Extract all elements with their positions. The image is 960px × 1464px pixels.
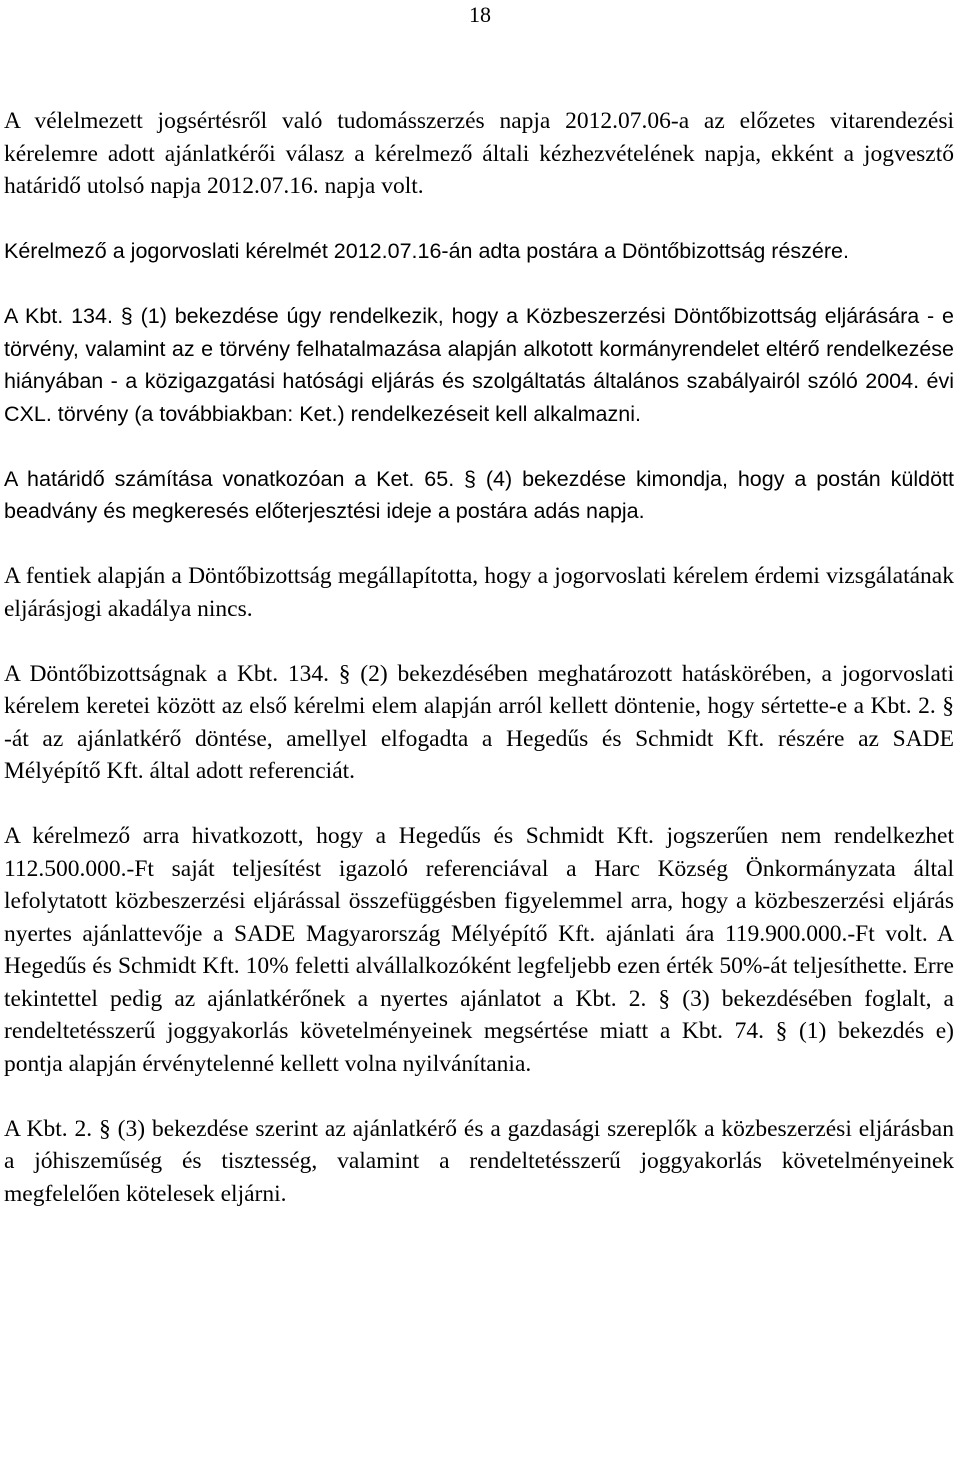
- paragraph-kbt-2-3: A Kbt. 2. § (3) bekezdése szerint az ajánlatkérő és a gazdasági szereplők a közbeszerzési eljárásban a jóhiszeműség és tisztesség, valamint a rendeltetésszerű joggyakorlás követelményeinek megfelelően kötelesek eljárni.: [4, 1115, 954, 1207]
- document-body: [4, 105, 954, 1210]
- paragraph-applicant-claim: A kérelmező arra hivatkozott, hogy a Hegedűs és Schmidt Kft. jogszerűen nem rendelkezhet 112.500.000.-Ft saját teljesítést igazoló referenciával a Harc Község Önkormányzata által lefolytatott közbeszerzési eljárással összefüggésben figyelemmel arra, hogy a közbeszerzési eljárás nyertes ajánlattevője a SADE Magyarország Mélyépítő Kft. ajánlati ára 119.900.000.-Ft volt. A Hegedűs és Schmidt Kft. 10% feletti alvállalkozóként legfeljebb ezen érték 50%-át teljesíthette. Erre tekintettel pedig az ajánlatkérőnek a nyertes ajánlatot a Kbt. 2. § (3) bekezdésében foglalt, a rendeltetésszerű joggyakorlás követelményeinek megsértése miatt a Kbt. 74. § (1) bekezdés e) pontja alapján érvénytelenné kellett volna nyilvánítania.: [4, 823, 954, 1077]
- paragraph-kbt-134-2: A Döntőbizottságnak a Kbt. 134. § (2) bekezdésében meghatározott hatáskörében, a jogorvoslati kérelem keretei között az első kérelmi elem alapján arról kellett döntenie, hogy sértette-e a Kbt. 2. § -át az ajánlatkérő döntése, amellyel elfogadta a Hegedűs és Schmidt Kft. részére az SADE Mélyépítő Kft. által adott referenciát.: [4, 660, 954, 784]
- paragraph-postal-submission: Kérelmező a jogorvoslati kérelmét 2012.07.16-án adta postára a Döntőbizottság részére.: [4, 239, 849, 263]
- paragraph-no-procedural-obstacle: A fentiek alapján a Döntőbizottság megállapította, hogy a jogorvoslati kérelem érdemi vizsgálatának eljárásjogi akadálya nincs.: [4, 563, 954, 622]
- page-number: 18: [469, 2, 491, 27]
- paragraph-ket-65-4: A határidő számítása vonatkozóan a Ket. 65. § (4) bekezdése kimondja, hogy a postán küldött beadvány és megkeresés előterjesztési ideje a postára adás napja.: [4, 466, 954, 523]
- paragraph-kbt-134-1: A Kbt. 134. § (1) bekezdése úgy rendelkezik, hogy a Közbeszerzési Döntőbizottság eljárására - e törvény, valamint az e törvény felhatalmazása alapján alkotott kormányrendelet eltérő rendelkezése hiányában - a közigazgatási hatósági eljárás és szolgáltatás általános szabályairól szóló 2004. évi CXL. törvény (a továbbiakban: Ket.) rendelkezéseit kell alkalmazni.: [4, 304, 954, 426]
- paragraph-deadline: A vélelmezett jogsértésről való tudomásszerzés napja 2012.07.06-a az előzetes vitarendezési kérelemre adott ajánlatkérői válasz a kérelmező általi kézhezvételének napja, ekként a jogvesztő határidő utolsó napja 2012.07.16. napja volt.: [4, 108, 954, 199]
